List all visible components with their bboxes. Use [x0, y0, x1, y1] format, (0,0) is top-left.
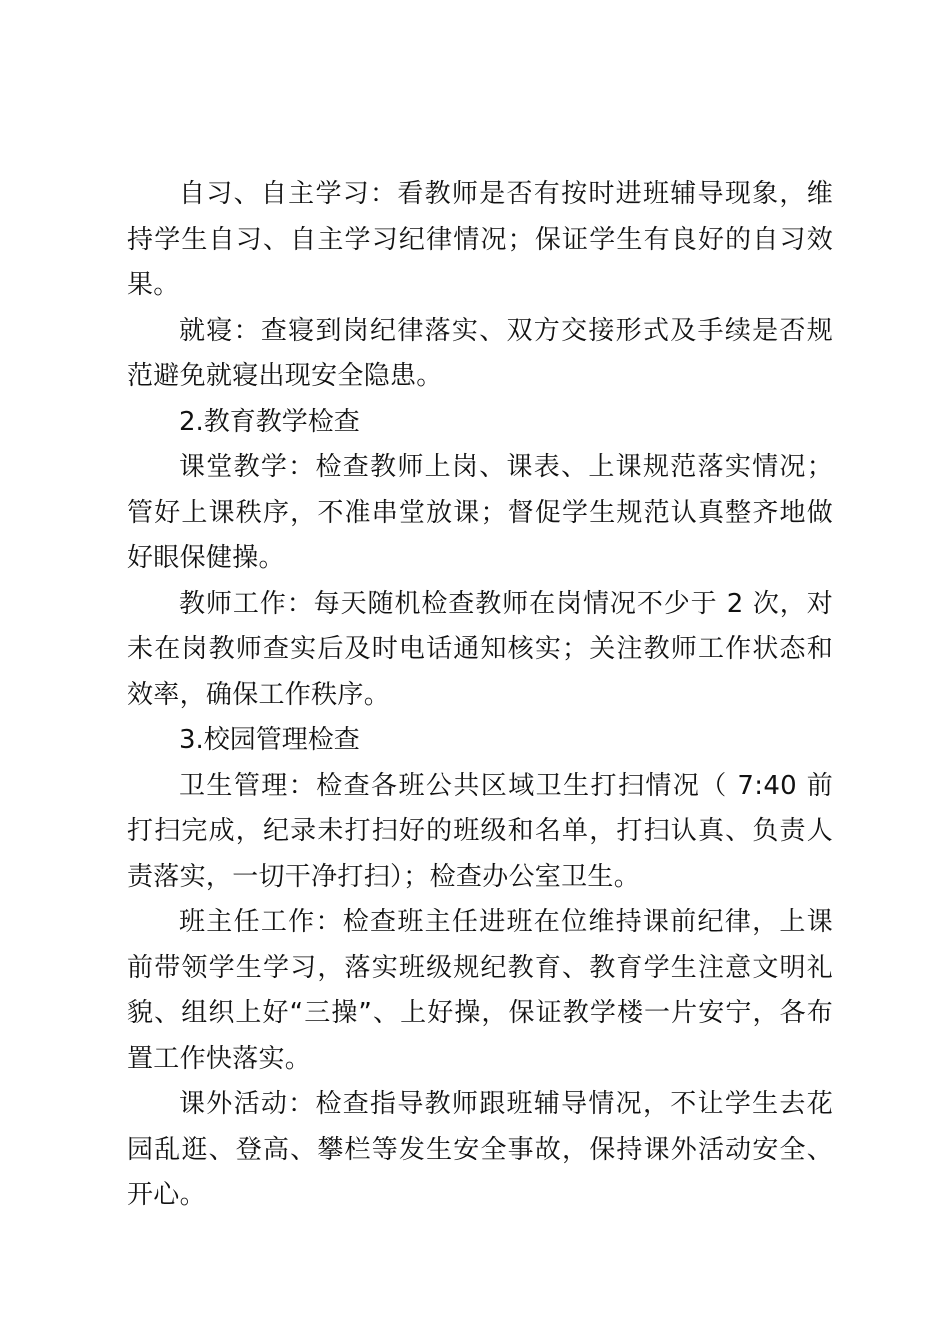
section-heading-teaching-inspection: 2.教育教学检查 [179, 406, 360, 437]
paragraph-extracurricular-activities: 课外活动：检查指导教师跟班辅导情况，不让学生去花园乱逛、登高、攀栏等发生安全事故，保持课外活动安全、开心。 [127, 1089, 833, 1210]
paragraph-classroom-teaching: 课堂教学：检查教师上岗、课表、上课规范落实情况；管好上课秩序，不准串堂放课；督促学生规范认真整齐地做好眼保健操。 [127, 452, 833, 573]
section-heading-campus-management: 3.校园管理检查 [179, 725, 360, 755]
paragraph-hygiene-management: 卫生管理：检查各班公共区域卫生打扫情况（ 7:40 前打扫完成，纪录未打扫好的班级和名单，打扫认真、负责人责落实，一切干净打扫）；检查办公室卫生。 [127, 770, 833, 892]
paragraph-teacher-work: 教师工作：每天随机检查教师在岗情况不少于 2 次，对未在岗教师查实后及时电话通知核实；关注教师工作状态和效率，确保工作秩序。 [127, 588, 833, 710]
paragraph-head-teacher-work: 班主任工作：检查班主任进班在位维持课前纪律，上课前带领学生学习，落实班级规纪教育、教育学生注意文明礼貌、组织上好“三操”、上好操，保证教学楼一片安宁，各布置工作快落实。 [127, 907, 833, 1074]
paragraph-self-study: 自习、自主学习：看教师是否有按时进班辅导现象，维持学生自习、自主学习纪律情况；保证学生有良好的自习效果。 [127, 179, 833, 300]
document-page [127, 172, 833, 1219]
paragraph-bedtime: 就寝：查寝到岗纪律落实、双方交接形式及手续是否规范避免就寝出现安全隐患。 [127, 315, 833, 391]
